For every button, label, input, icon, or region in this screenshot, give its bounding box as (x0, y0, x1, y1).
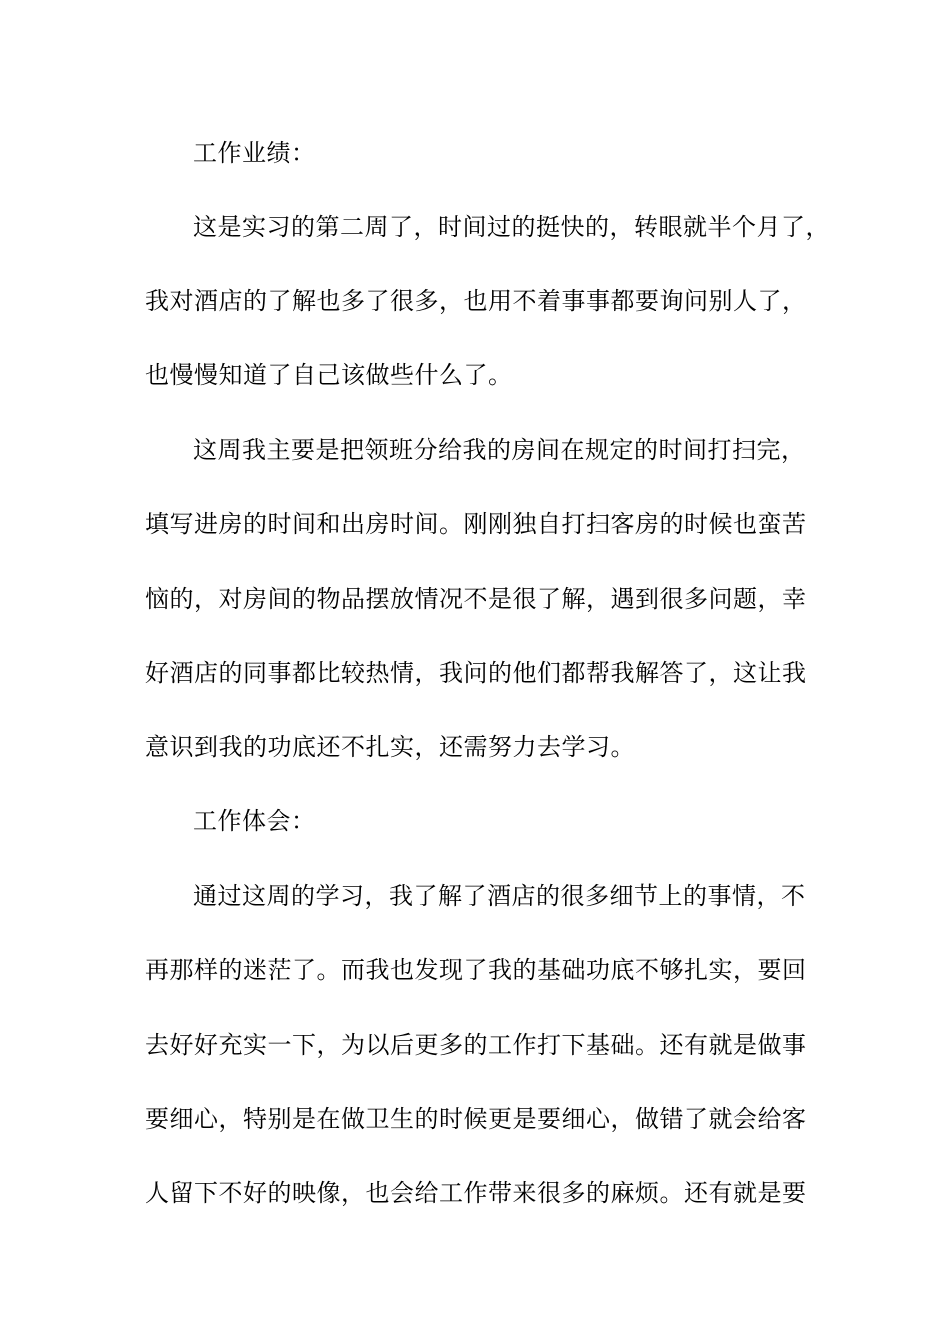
paragraph-line: 这是实习的第二周了，时间过的挺快的，转眼就半个月了， (193, 213, 830, 241)
heading-work-experience: 工作体会： (193, 807, 316, 835)
heading-work-performance: 工作业绩： (193, 139, 316, 167)
paragraph-line: 要细心，特别是在做卫生的时候更是要细心，做错了就会给客 (145, 1105, 807, 1133)
paragraph-line: 好酒店的同事都比较热情，我问的他们都帮我解答了，这让我 (145, 659, 807, 687)
paragraph-line: 也慢慢知道了自己该做些什么了。 (145, 361, 513, 389)
paragraph-line: 去好好充实一下，为以后更多的工作打下基础。还有就是做事 (145, 1031, 807, 1059)
paragraph-line: 恼的，对房间的物品摆放情况不是很了解，遇到很多问题，幸 (145, 585, 807, 613)
paragraph-line: 通过这周的学习，我了解了酒店的很多细节上的事情，不 (193, 882, 806, 910)
paragraph-line: 这周我主要是把领班分给我的房间在规定的时间打扫完， (193, 436, 806, 464)
paragraph-line: 意识到我的功底还不扎实，还需努力去学习。 (145, 733, 635, 761)
paragraph-line: 再那样的迷茫了。而我也发现了我的基础功底不够扎实，要回 (145, 956, 807, 984)
paragraph-line: 我对酒店的了解也多了很多，也用不着事事都要询问别人了， (145, 287, 807, 315)
paragraph-line: 人留下不好的映像，也会给工作带来很多的麻烦。还有就是要 (145, 1179, 807, 1207)
paragraph-line: 填写进房的时间和出房时间。刚刚独自打扫客房的时候也蛮苦 (145, 510, 807, 538)
